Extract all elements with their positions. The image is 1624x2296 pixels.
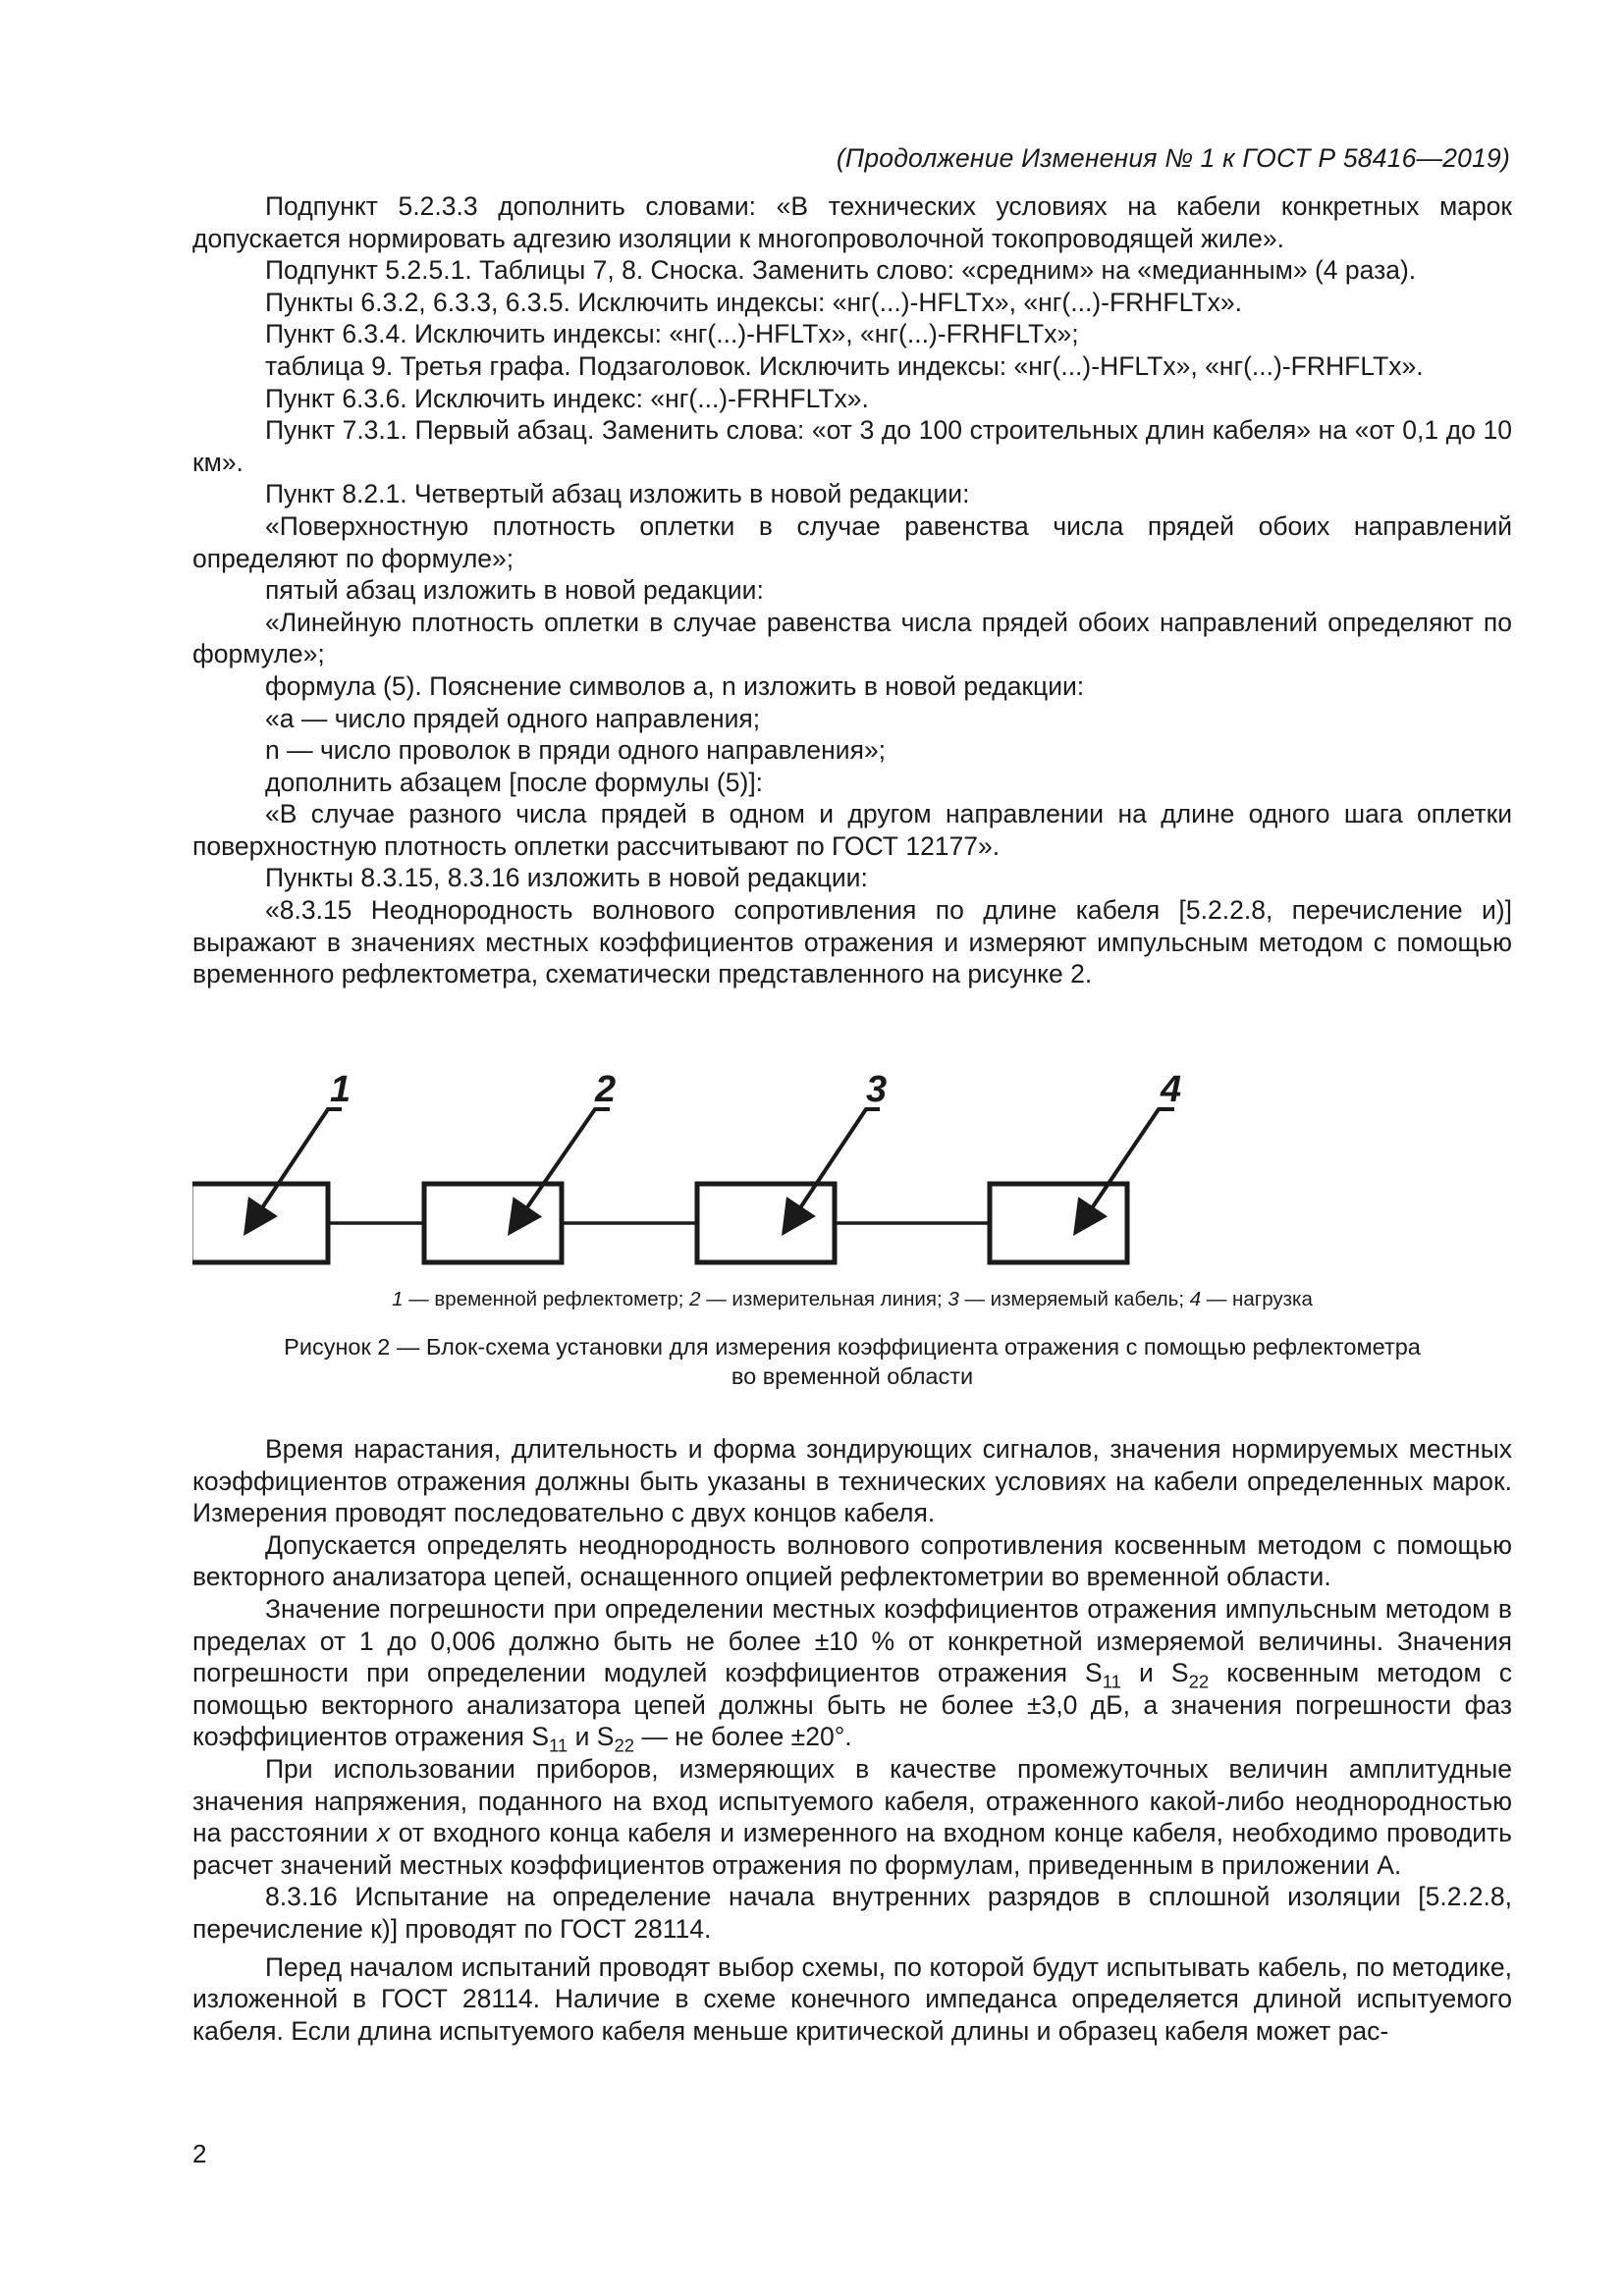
paragraph: «8.3.15 Неоднородность волнового сопротивления по длине кабеля [5.2.2.8, перечисление и)] выражают в значениях местных коэффициентов отражения и измеряют импульсным методом с помощью временного рефлектометра, схематически представленного на рисунке 2.	[192, 895, 1512, 989]
paragraph: «Линейную плотность оплетки в случае равенства числа прядей обоих направлений определяют по формуле»;	[192, 607, 1512, 669]
legend-number: 2	[689, 1288, 701, 1310]
block-measuring-line	[424, 1184, 562, 1262]
block-reflectometer	[192, 1184, 328, 1262]
legend-number: 3	[947, 1288, 959, 1310]
legend-text: — нагрузка	[1201, 1288, 1313, 1310]
block-cable	[697, 1184, 835, 1262]
paragraph: «В случае разного числа прядей в одном и другом направлении на длине одного шага оплетки поверхностную плотность оплетки рассчитывают по ГОСТ 12177».	[192, 799, 1512, 861]
subscript: 22	[614, 1735, 635, 1756]
legend-number: 4	[1189, 1288, 1202, 1310]
paragraph	[192, 1753, 1512, 1881]
page-header: (Продолжение Изменения № 1 к ГОСТ Р 58416—2019)	[836, 143, 1510, 173]
diagram-label-1: 1	[330, 1072, 352, 1110]
text-run: При использовании приборов, измеряющих в качестве промежуточных величин амплитудные значения напряжения, поданного на вход испытуемого кабеля, отраженного какой-либо неоднородностью на расстоянии	[192, 1753, 1512, 1848]
leader-arrow	[784, 1109, 880, 1233]
paragraph: Пункт 8.2.1. Четвертый абзац изложить в новой редакции:	[265, 479, 970, 509]
legend-text: — временной рефлектометр;	[403, 1288, 690, 1310]
text-run: от входного конца кабеля и измеренного на входном конце кабеля, необходимо проводить расчет значений местных коэффициентов отражения по формулам, приведенным в приложении А.	[192, 1818, 1512, 1880]
paragraph: формула (5). Пояснение символов a, n изложить в новой редакции:	[265, 670, 1085, 701]
legend-text: — измеряемый кабель;	[958, 1288, 1190, 1310]
diagram-label-4: 4	[1161, 1072, 1182, 1110]
subscript: 11	[1102, 1671, 1121, 1692]
paragraph: 8.3.16 Испытание на определение начала внутренних разрядов в сплошной изоляции [5.2.2.8, перечисление к)] проводят по ГОСТ 28114.	[192, 1882, 1512, 1944]
figure-caption-line: Рисунок 2 — Блок-схема установки для измерения коэффициента отражения с помощью рефлектометра	[284, 1334, 1421, 1360]
amendment-text-block	[192, 190, 1512, 990]
paragraph: пятый абзац изложить в новой редакции:	[265, 575, 764, 606]
paragraph: Пункты 6.3.2, 6.3.3, 6.3.5. Исключить индексы: «нг(...)-HFLTx», «нг(...)-FRHFLTx».	[265, 287, 1242, 317]
variable-x: x	[376, 1818, 391, 1848]
paragraph: n — число проволок в пряди одного направления»;	[265, 735, 887, 766]
paragraph: Пункт 7.3.1. Первый абзац. Заменить слова: «от 3 до 100 строительных длин кабеля» на «от 0,1 до 10 км».	[192, 415, 1512, 477]
block-load	[990, 1184, 1127, 1262]
subscript: 22	[1188, 1671, 1210, 1692]
text-run: косвенным методом с помощью векторного анализатора цепей должны быть не более ±3,0 дБ, а значения погрешности фаз коэффициентов отражения S	[192, 1658, 1512, 1752]
legend-text: — измерительная линия;	[700, 1288, 948, 1310]
paragraph: Подпункт 5.2.5.1. Таблицы 7, 8. Сноска. Заменить слово: «средним» на «медианным» (4 раза).	[265, 255, 1417, 286]
page-number: 2	[192, 2139, 207, 2168]
paragraph: таблица 9. Третья графа. Подзаголовок. Исключить индексы: «нг(...)-HFLTx», «нг(...)-FRHFLTx».	[265, 350, 1424, 381]
subscript: 11	[549, 1735, 568, 1756]
method-text-block	[192, 1433, 1512, 2047]
paragraph	[192, 1593, 1512, 1756]
text-run: и S	[568, 1722, 615, 1752]
paragraph: Допускается определять неоднородность волнового сопротивления косвенным методом с помощью векторного анализатора цепей, оснащенного опцией рефлектометрии во временной области.	[192, 1529, 1512, 1592]
diagram-label-2: 2	[595, 1072, 617, 1110]
paragraph: Время нарастания, длительность и форма зондирующих сигналов, значения нормируемых местных коэффициентов отражения должны быть указаны в технических условиях на кабели определенных марок. Измерения проводят последовательно с двух концов кабеля.	[192, 1434, 1512, 1528]
text-run: и S	[1120, 1658, 1189, 1688]
paragraph: Перед началом испытаний проводят выбор схемы, по которой будут испытывать кабель, по методике, изложенной в ГОСТ 28114. Наличие в схеме конечного импеданса определяется длиной испытуемого кабеля. Если длина испытуемого кабеля меньше критической длины и образец кабеля может рас-	[192, 1951, 1512, 2046]
paragraph: Пункт 6.3.4. Исключить индексы: «нг(...)-HFLTx», «нг(...)-FRHFLTx»;	[265, 319, 1079, 349]
diagram-label-3: 3	[866, 1072, 888, 1110]
text-run: Значение погрешности при определении местных коэффициентов отражения импульсным методом в пределах от 1 до 0,006 должно быть не более ±10 % от конкретной измеряемой величины. Значения погрешности при определении модулей коэффициентов отражения S	[192, 1593, 1512, 1688]
paragraph: «a — число прядей одного направления;	[265, 703, 761, 733]
paragraph: Пункты 8.3.15, 8.3.16 изложить в новой редакции:	[265, 863, 868, 893]
block-diagram	[192, 1072, 1512, 1278]
figure-caption-line: во временной области	[731, 1363, 974, 1389]
legend-number: 1	[392, 1288, 404, 1310]
figure-legend	[192, 1288, 1512, 1311]
paragraph: «Поверхностную плотность оплетки в случае равенства числа прядей обоих направлений определяют по формуле»;	[192, 510, 1512, 573]
paragraph: Подпункт 5.2.3.3 дополнить словами: «В технических условиях на кабели конкретных марок допускается нормировать адгезию изоляции к многопроволочной токопроводящей жиле».	[192, 191, 1512, 253]
paragraph: Пункт 6.3.6. Исключить индекс: «нг(...)-FRHFLTx».	[265, 383, 869, 413]
paragraph: дополнить абзацем [после формулы (5)]:	[265, 767, 764, 797]
figure-caption	[192, 1332, 1512, 1391]
block-diagram-svg	[192, 1072, 1512, 1278]
text-run: — не более ±20°.	[634, 1722, 852, 1752]
